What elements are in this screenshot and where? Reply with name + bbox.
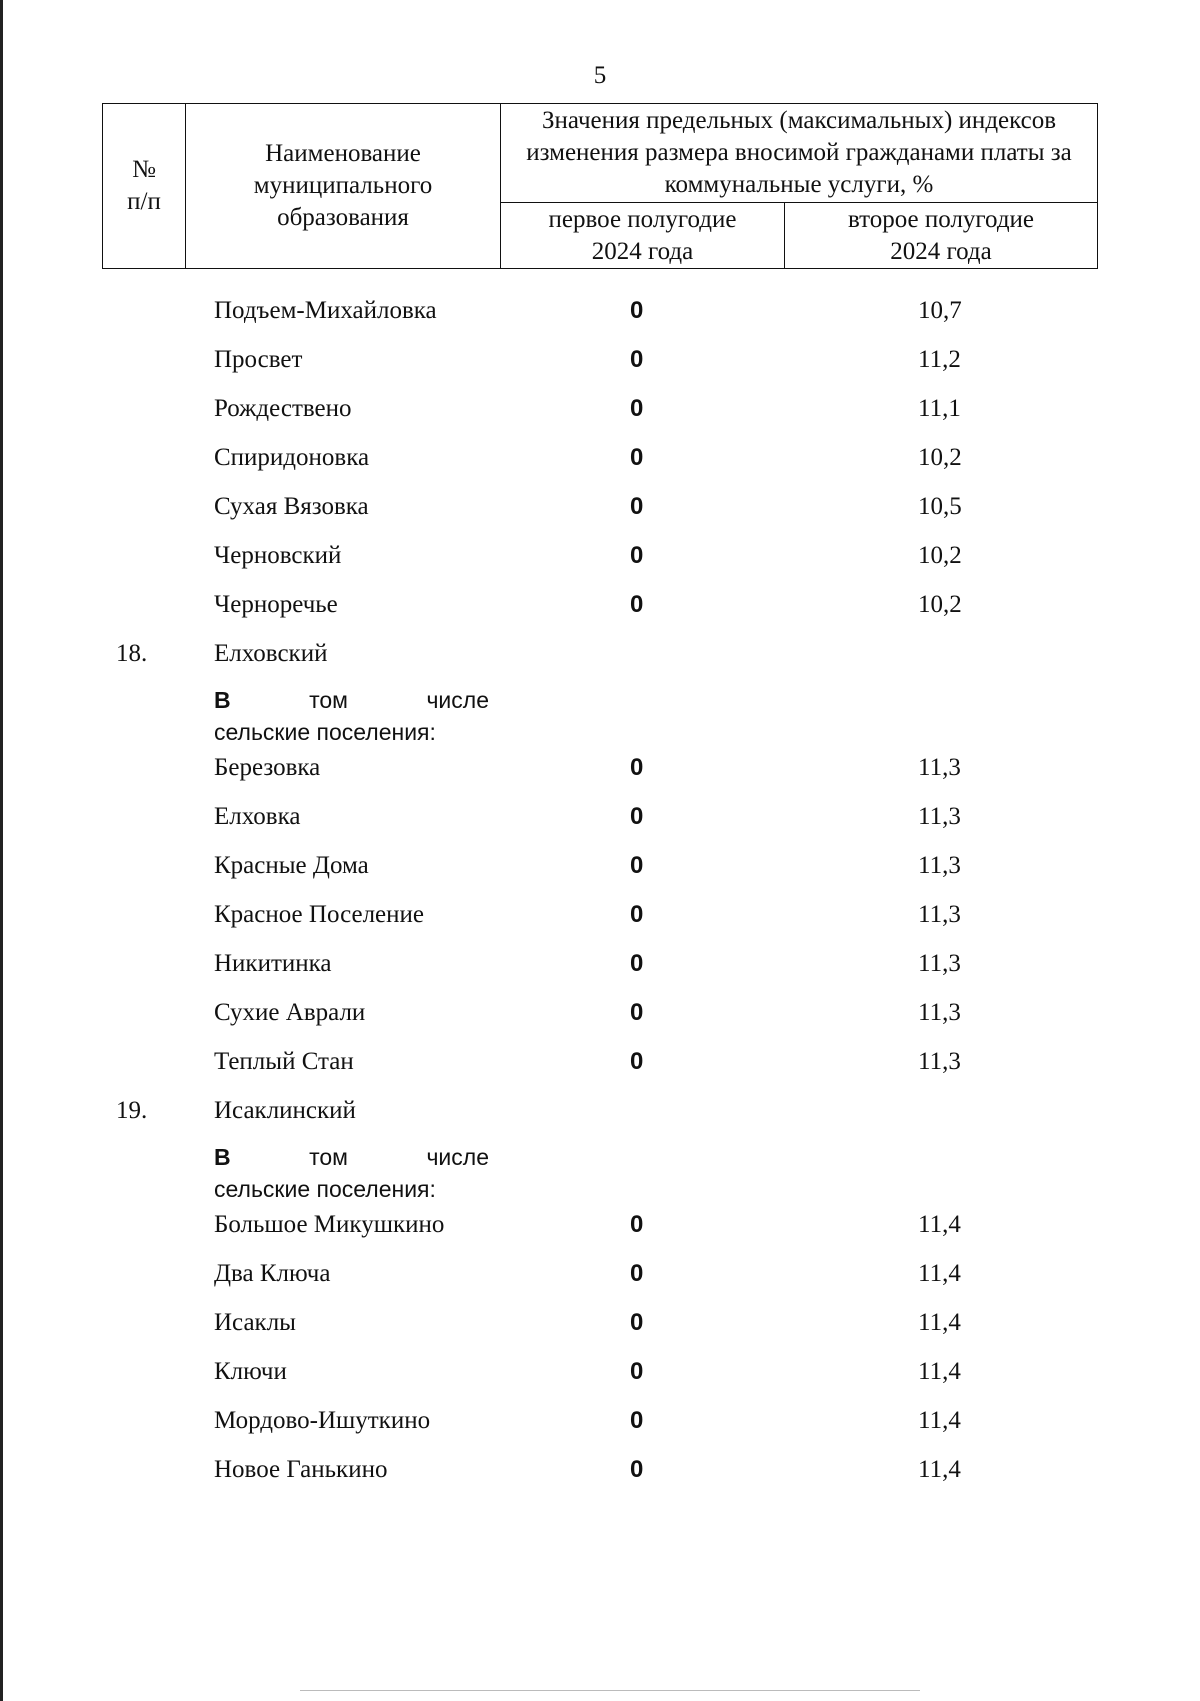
municipality-name: Красные Дома	[214, 852, 369, 879]
municipality-name: Никитинка	[214, 950, 332, 977]
municipality-name: Елховка	[214, 803, 301, 830]
first-half-value: 0	[630, 1456, 644, 1483]
table-row	[0, 1309, 1200, 1358]
table-row	[0, 1260, 1200, 1309]
first-half-value: 0	[630, 444, 644, 471]
second-half-value: 11,4	[918, 1309, 961, 1336]
scan-smudge	[300, 1690, 920, 1691]
row-number: 19.	[116, 1097, 148, 1124]
municipality-name: Красное Поселение	[214, 901, 424, 928]
header-second-half: второе полугодие 2024 года	[785, 203, 1098, 269]
header-num-column: № п/п	[103, 104, 186, 269]
note-row	[0, 1146, 1200, 1211]
page-number: 5	[593, 62, 607, 89]
note-line	[214, 687, 489, 714]
first-half-value: 0	[630, 1407, 644, 1434]
first-half-value: 0	[630, 346, 644, 373]
table-row	[0, 950, 1200, 999]
first-half-value: 0	[630, 1260, 644, 1287]
note-word: числе	[426, 1144, 489, 1170]
municipality-name: Подъем-Михайловка	[214, 297, 437, 324]
first-half-value: 0	[630, 950, 644, 977]
table-row	[0, 901, 1200, 950]
first-half-value: 0	[630, 999, 644, 1026]
second-half-value: 11,3	[918, 1048, 961, 1075]
table-row	[0, 1048, 1200, 1097]
table-row	[0, 297, 1200, 346]
table-row	[0, 1097, 1200, 1146]
header-name-column: Наименование муниципального образования	[186, 104, 501, 269]
table-row	[0, 1456, 1200, 1505]
second-half-value: 11,3	[918, 852, 961, 879]
municipality-name: Мордово-Ишуткино	[214, 1407, 431, 1434]
municipality-name: Черновский	[214, 542, 342, 569]
table-row	[0, 493, 1200, 542]
table-row	[0, 640, 1200, 689]
note-line	[214, 1144, 489, 1171]
municipality-name: Сухая Вязовка	[214, 493, 369, 520]
first-half-value: 0	[630, 803, 644, 830]
second-half-value: 10,2	[918, 591, 962, 618]
second-half-value: 11,3	[918, 754, 961, 781]
second-half-value: 11,3	[918, 950, 961, 977]
municipality-name: Теплый Стан	[214, 1048, 354, 1075]
note-row	[0, 689, 1200, 754]
first-half-value: 0	[630, 1358, 644, 1385]
municipality-name: Большое Микушкино	[214, 1211, 445, 1238]
note-word: В	[214, 1144, 231, 1170]
second-half-value: 11,4	[918, 1407, 961, 1434]
row-number: 18.	[116, 640, 148, 667]
second-half-value: 10,5	[918, 493, 962, 520]
note-subtitle: сельские поселения:	[214, 1176, 436, 1202]
table-row	[0, 1358, 1200, 1407]
first-half-value: 0	[630, 493, 644, 520]
first-half-value: 0	[630, 395, 644, 422]
table-header	[102, 103, 1098, 269]
table-row	[0, 444, 1200, 493]
first-half-value: 0	[630, 901, 644, 928]
second-half-value: 11,4	[918, 1358, 961, 1385]
second-half-value: 11,3	[918, 999, 961, 1026]
second-half-value: 10,2	[918, 444, 962, 471]
municipality-name: Спиридоновка	[214, 444, 370, 471]
first-half-value: 0	[630, 542, 644, 569]
second-half-value: 11,3	[918, 901, 961, 928]
municipality-name: Елховский	[214, 640, 328, 667]
table-body	[0, 297, 1200, 1505]
table-row	[0, 1407, 1200, 1456]
municipality-name: Новое Ганькино	[214, 1456, 388, 1483]
first-half-value: 0	[630, 1211, 644, 1238]
table-row	[0, 852, 1200, 901]
table-row	[0, 346, 1200, 395]
first-half-value: 0	[630, 297, 644, 324]
second-half-value: 11,4	[918, 1211, 961, 1238]
second-half-value: 10,2	[918, 542, 962, 569]
first-half-value: 0	[630, 754, 644, 781]
second-half-value: 10,7	[918, 297, 962, 324]
note-word: числе	[426, 687, 489, 713]
header-index-column: Значения предельных (максимальных) индексов изменения размера вносимой гражданами платы за коммунальные услуги, %	[501, 104, 1098, 203]
municipality-name: Сухие Аврали	[214, 999, 366, 1026]
table-row	[0, 999, 1200, 1048]
municipality-name: Исаклинский	[214, 1097, 356, 1124]
first-half-value: 0	[630, 852, 644, 879]
table-row	[0, 754, 1200, 803]
note-word: В	[214, 687, 231, 713]
municipality-name: Рождествено	[214, 395, 352, 422]
note-word: том	[309, 1144, 348, 1170]
municipality-name: Ключи	[214, 1358, 287, 1385]
municipality-name: Два Ключа	[214, 1260, 331, 1287]
municipality-name: Просвет	[214, 346, 303, 373]
table-row	[0, 803, 1200, 852]
municipality-name: Березовка	[214, 754, 321, 781]
second-half-value: 11,4	[918, 1456, 961, 1483]
first-half-value: 0	[630, 1048, 644, 1075]
header-first-half: первое полугодие 2024 года	[501, 203, 785, 269]
note-subtitle: сельские поселения:	[214, 719, 436, 745]
second-half-value: 11,3	[918, 803, 961, 830]
table-row	[0, 542, 1200, 591]
municipality-name: Исаклы	[214, 1309, 296, 1336]
note-word: том	[309, 687, 348, 713]
table-row	[0, 395, 1200, 444]
first-half-value: 0	[630, 1309, 644, 1336]
second-half-value: 11,2	[918, 346, 961, 373]
municipality-name: Черноречье	[214, 591, 338, 618]
second-half-value: 11,4	[918, 1260, 961, 1287]
table-row	[0, 591, 1200, 640]
second-half-value: 11,1	[918, 395, 961, 422]
table-row	[0, 1211, 1200, 1260]
first-half-value: 0	[630, 591, 644, 618]
